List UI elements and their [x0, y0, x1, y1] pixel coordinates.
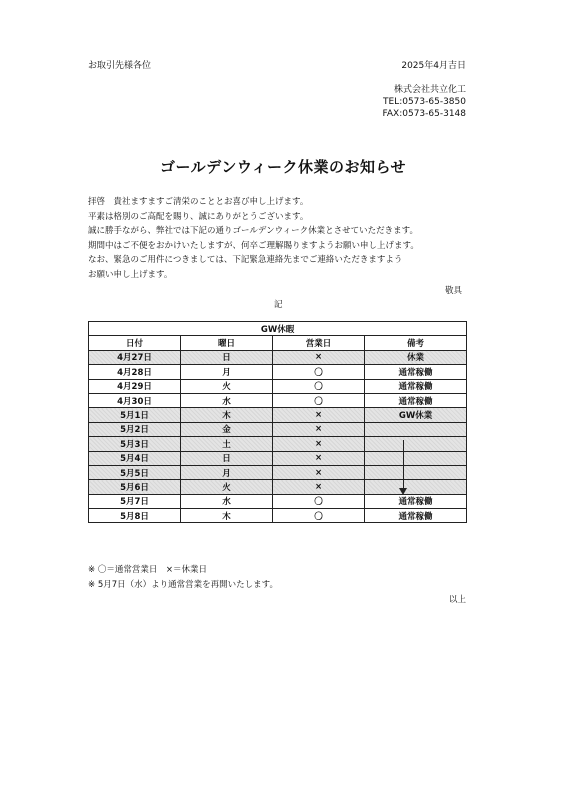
table-row	[89, 408, 467, 422]
cell-open: 〇	[273, 379, 365, 393]
body-line: 拝啓 貴社ますますご清栄のこととお喜び申し上げます。	[88, 197, 309, 207]
table-row	[89, 437, 467, 451]
table-row	[89, 365, 467, 379]
cell-day: 木	[181, 408, 273, 422]
cell-note	[365, 480, 467, 494]
table-row	[89, 509, 467, 523]
cell-note: 通常稼働	[365, 365, 467, 379]
cell-day: 日	[181, 451, 273, 465]
cell-date: 5月6日	[89, 480, 181, 494]
table-row	[89, 465, 467, 479]
body-line: 誠に勝手ながら、弊社では下記の通りゴールデンウィーク休業とさせていただきます。	[88, 226, 418, 236]
table-row	[89, 494, 467, 508]
cell-day: 月	[181, 465, 273, 479]
cell-day: 火	[181, 379, 273, 393]
gw-schedule-table	[88, 321, 467, 523]
cell-date: 5月2日	[89, 422, 181, 436]
header-date: 日付	[89, 336, 181, 350]
cell-date: 4月30日	[89, 393, 181, 407]
header-note: 備考	[365, 336, 467, 350]
header-open: 営業日	[273, 336, 365, 350]
cell-open: ×	[273, 451, 365, 465]
cell-date: 5月1日	[89, 408, 181, 422]
note-resume: ※ 5月7日（水）より通常営業を再開いたします。	[88, 580, 278, 590]
table-header-row	[89, 336, 467, 350]
end-word: 以上	[448, 595, 466, 605]
cell-day: 日	[181, 350, 273, 364]
cell-note: 通常稼働	[365, 509, 467, 523]
cell-date: 5月4日	[89, 451, 181, 465]
body-line: お願い申し上げます。	[88, 269, 173, 280]
cell-date: 4月29日	[89, 379, 181, 393]
cell-open: ×	[273, 480, 365, 494]
cell-note	[365, 422, 467, 436]
cell-note: 通常稼働	[365, 494, 467, 508]
company-fax: FAX:0573-65-3148	[382, 109, 466, 119]
arrow-down-icon	[399, 488, 407, 495]
cell-day: 土	[181, 437, 273, 451]
table-row	[89, 379, 467, 393]
recipient-line: お取引先様各位	[88, 61, 152, 71]
cell-day: 水	[181, 494, 273, 508]
cell-open: 〇	[273, 509, 365, 523]
cell-open: ×	[273, 422, 365, 436]
cell-open: 〇	[273, 365, 365, 379]
table-row	[89, 350, 467, 364]
cell-date: 5月8日	[89, 509, 181, 523]
cell-date: 5月7日	[89, 494, 181, 508]
table-row	[89, 422, 467, 436]
cell-open: ×	[273, 437, 365, 451]
company-tel: TEL:0573-65-3850	[383, 97, 466, 107]
company-block	[383, 84, 466, 120]
cell-note	[365, 451, 467, 465]
body-line: なお、緊急のご用件につきましては、下記緊急連絡先までご連絡いただきますよう	[88, 255, 403, 265]
cell-date: 4月27日	[89, 350, 181, 364]
cell-open: 〇	[273, 393, 365, 407]
issue-date: 2025年4月吉日	[401, 61, 466, 71]
table-caption: GW休暇	[89, 322, 467, 336]
table-row	[89, 451, 467, 465]
cell-day: 火	[181, 480, 273, 494]
table-caption-row	[89, 322, 467, 336]
cell-open: ×	[273, 408, 365, 422]
cell-note: 通常稼働	[365, 393, 467, 407]
cell-date: 5月3日	[89, 437, 181, 451]
body-line: 平素は格別のご高配を賜り、誠にありがとうございます。	[88, 211, 309, 222]
header-day: 曜日	[181, 336, 273, 350]
document-title: ゴールデンウィーク休業のお知らせ	[159, 158, 407, 176]
cell-day: 水	[181, 393, 273, 407]
cell-note: GW休業	[365, 408, 467, 422]
cell-day: 木	[181, 509, 273, 523]
cell-open: ×	[273, 350, 365, 364]
cell-date: 5月5日	[89, 465, 181, 479]
cell-note	[365, 465, 467, 479]
cell-open: 〇	[273, 494, 365, 508]
cell-date: 4月28日	[89, 365, 181, 379]
body-line: 期間中はご不便をおかけいたしますが、何卒ご理解賜りますようお願い申し上げます。	[88, 240, 419, 251]
table-row	[89, 480, 467, 494]
company-name: 株式会社共立化工	[393, 85, 466, 95]
closing-word: 敬具	[444, 286, 462, 296]
cell-day: 金	[181, 422, 273, 436]
cell-note: 通常稼働	[365, 379, 467, 393]
cell-open: ×	[273, 465, 365, 479]
table-row	[89, 393, 467, 407]
cell-note	[365, 437, 467, 451]
cell-note: 休業	[365, 350, 467, 364]
note-legend: ※ 〇＝通常営業日 ×＝休業日	[88, 565, 207, 575]
ki-mark: 記	[274, 300, 283, 310]
cell-day: 月	[181, 365, 273, 379]
arrow-line	[403, 440, 404, 492]
letter-body	[88, 195, 488, 282]
